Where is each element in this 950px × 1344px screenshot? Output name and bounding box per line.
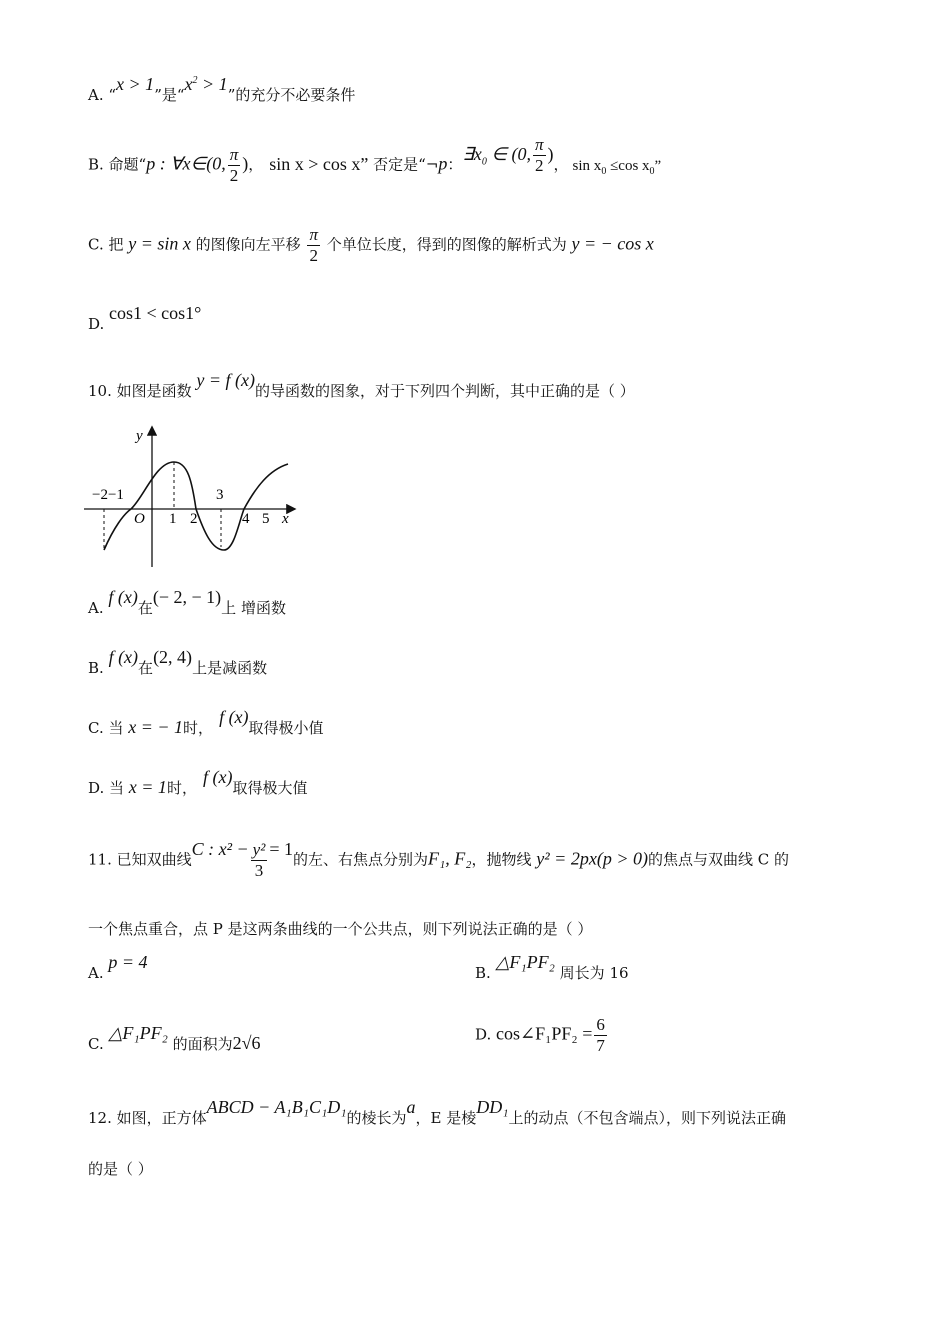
- x-axis-label: x: [282, 511, 289, 527]
- q9-option-d: [88, 303, 202, 334]
- option-label: A. “: [88, 86, 117, 104]
- math-expression: $\exists x_0$ ∈ (0,: [462, 143, 531, 168]
- math-expression: f (x): [108, 647, 139, 667]
- derivative-graph: [84, 422, 304, 572]
- q9-option-c: C. 把 y = sin x 的图像向左平移 $\frac{\pi}{2}$ 个单位长度，得到的图像的解析式为 y = − cos x: [88, 225, 654, 265]
- q11-option-b: B. △F₁PF₂ 周长为 16: [475, 952, 629, 982]
- derivative-curve: [104, 462, 288, 550]
- math-expression: x = − 1: [128, 717, 184, 737]
- math-expression: $\sin x_0 \le\cos$ $x_0$”: [572, 157, 662, 177]
- math-expression: p = 4: [108, 952, 148, 972]
- math-expression: cos∠F₁PF₂ =: [496, 1023, 593, 1044]
- q11-option-a: A. p = 4: [88, 952, 148, 982]
- tick-label: 4: [242, 511, 250, 527]
- q10-option-d: D. 当 x = 1时，f (x)取得极大值: [88, 767, 308, 797]
- fraction: $\frac{\pi}{2}$: [309, 225, 318, 265]
- math-expression: (2, 4): [153, 647, 193, 667]
- q9-option-a: [88, 74, 356, 105]
- q11-stem-line1: 11. 已知双曲线C : x² − $\frac{\text{y²}}{3}$ = 1的左、右焦点分别为F₁, F₂，抛物线 y² = 2px(p > 0)的焦点与双曲线 C 的: [88, 838, 789, 880]
- fraction: $\frac{\pi}{2}$: [535, 135, 544, 175]
- math-expression: cos1 < cos1°: [109, 303, 202, 323]
- fraction: $\frac{\pi}{2}$: [229, 145, 239, 185]
- q11-stem-line2: 一个焦点重合，点 P 是这两条曲线的一个公共点，则下列说法正确的是（ ）: [88, 920, 593, 938]
- q10-option-a: A. f (x)在(− 2, − 1)上 增函数: [88, 587, 286, 617]
- math-expression: x > 1: [116, 74, 155, 94]
- q12-stem-line2: 的是（ ）: [88, 1160, 153, 1178]
- math-expression: △F₁PF₂: [108, 1023, 168, 1043]
- math-expression: y = − cos x: [571, 233, 654, 254]
- math-expression: △F₁PF₂: [495, 952, 555, 972]
- math-expression: a: [406, 1097, 416, 1117]
- math-expression: sin x > cos x”: [269, 153, 369, 174]
- q9-option-b: B. 命题“p : ∀x∈(0, $\frac{\pi}{2}$ )， sin x > cos x” 否定是“¬p：$\exists x_0$ ∈ (0, $\frac{\pi}{2}$ )， $\sin x_0 \le\cos$ $x_0$”: [88, 135, 662, 185]
- math-expression: C : x² −: [191, 838, 249, 859]
- q11-option-c: C. △F₁PF₂ 的面积为2√6: [88, 1023, 261, 1053]
- math-expression: f (x): [202, 767, 233, 787]
- math-expression: $x^2 > 1$: [184, 74, 228, 94]
- option-label: B. 命题“: [88, 155, 147, 174]
- math-expression: 2√6: [232, 1033, 261, 1053]
- q10-option-b: B. f (x)在(2, 4)上是减函数: [88, 647, 268, 677]
- fraction: $\frac{\text{y²}}{3}$: [252, 840, 266, 880]
- math-expression: y = f (x): [196, 370, 256, 390]
- q10-stem: 10. 如图是函数 y = f (x)的导函数的图象，对于下列四个判断，其中正确的是（ ）: [88, 370, 635, 400]
- q11-option-d: D. cos∠F₁PF₂ = $\frac{6}{7}$: [475, 1015, 605, 1055]
- math-expression: DD₁: [476, 1097, 509, 1117]
- math-expression: f (x): [219, 707, 249, 727]
- tick-label: 3: [216, 487, 224, 503]
- tick-label: 5: [262, 511, 270, 527]
- math-expression: F₁, F₂: [428, 848, 472, 869]
- option-label: C. 把: [88, 235, 129, 254]
- y-axis-label: y: [136, 428, 143, 444]
- math-expression: p : ∀x∈(0,: [146, 153, 226, 174]
- math-expression: y² = 2px(p > 0): [536, 848, 648, 869]
- origin-label: O: [134, 511, 145, 527]
- option-text: ”是“: [154, 86, 185, 104]
- math-expression: y = sin x: [128, 233, 191, 254]
- q12-stem-line1: 12. 如图，正方体ABCD − A₁B₁C₁D₁的棱长为a，E 是棱DD₁上的动点（不包含端点），则下列说法正确: [88, 1097, 786, 1127]
- tick-label: 1: [169, 511, 177, 527]
- tick-label: 2: [190, 511, 198, 527]
- option-label: D.: [88, 315, 110, 333]
- option-text: ”的充分不必要条件: [227, 86, 356, 104]
- math-expression: f (x): [108, 587, 138, 607]
- fraction: $\frac{6}{7}$: [596, 1015, 605, 1055]
- math-expression: ABCD − A₁B₁C₁D₁: [206, 1097, 347, 1117]
- q10-option-c: C. 当 x = − 1时，f (x)取得极小值: [88, 707, 324, 737]
- tick-label: −2−1: [92, 487, 124, 503]
- math-expression: (− 2, − 1): [152, 587, 222, 607]
- math-expression: x = 1: [128, 777, 167, 797]
